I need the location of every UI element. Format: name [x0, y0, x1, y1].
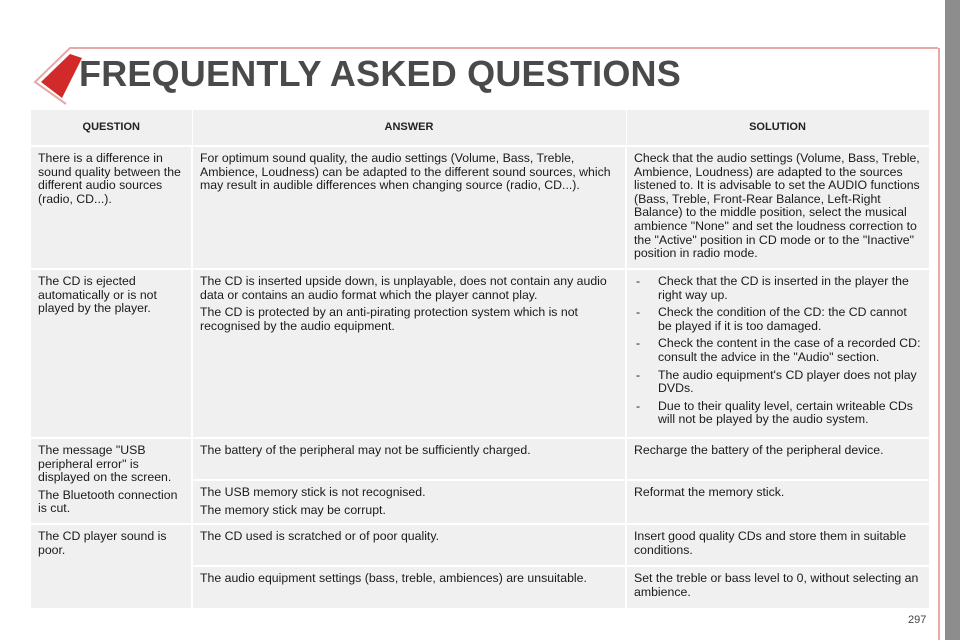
solution-text: Reformat the memory stick. [634, 484, 785, 499]
solution-item: - The audio equipment's CD player does not play DVDs. [634, 369, 922, 396]
page-title: FREQUENTLY ASKED QUESTIONS [79, 53, 681, 94]
solution-text: Insert good quality CDs and store them in suitable conditions. [634, 529, 907, 557]
question-text: The Bluetooth connection is cut. [38, 487, 178, 516]
solution-text: Recharge the battery of the peripheral device. [634, 442, 884, 457]
answer-cell [192, 146, 626, 269]
page-number: 297 [908, 614, 927, 626]
answer-text: The CD is protected by an anti-pirating protection system which is not recognised by the audio equipment. [200, 305, 578, 333]
solution-cell [626, 480, 929, 524]
solution-cell [626, 269, 929, 438]
table-row [31, 524, 929, 566]
answer-cell [192, 269, 626, 438]
question-cell [31, 269, 192, 438]
solution-item: - Check the condition of the CD: the CD cannot be played if it is too damaged. [634, 306, 922, 333]
column-header-solution: SOLUTION [626, 110, 929, 146]
solution-item: - Check that the CD is inserted in the player the right way up. [634, 275, 922, 302]
table-header-row [31, 110, 929, 146]
faq-table [31, 110, 930, 608]
solution-list [634, 275, 922, 427]
solution-text: Check that the audio settings (Volume, Bass, Treble, Ambience, Loudness) are adapted to the sources listened to. It is advisable to set the AUDIO functions (Bass, Treble, Front-Rear Balance, Left-Right Balance) to the middle position, select the musical ambience "None" and set the loudness correction to the "Active" position in CD mode or to the "Inactive" position in radio mode. [634, 151, 920, 261]
column-header-question: QUESTION [31, 110, 192, 146]
table-row [31, 438, 929, 480]
solution-text: Set the treble or bass level to 0, without selecting an ambience. [634, 571, 919, 599]
solution-cell [626, 438, 929, 480]
answer-cell [192, 566, 626, 608]
question-text: There is a difference in sound quality between the different audio sources (radio, CD...). [38, 151, 181, 206]
question-text: The CD player sound is poor. [38, 529, 167, 557]
answer-text: The memory stick may be corrupt. [200, 502, 386, 517]
solution-item: - Check the content in the case of a recorded CD: consult the advice in the "Audio" section. [634, 337, 922, 364]
answer-text: The USB memory stick is not recognised. [200, 484, 426, 499]
answer-cell [192, 524, 626, 566]
question-cell [31, 438, 192, 524]
page-edge-tab [945, 0, 960, 640]
question-cell [31, 146, 192, 269]
answer-text: For optimum sound quality, the audio settings (Volume, Bass, Treble, Ambience, Loudness) can be adapted to the different sound sources, which may result in audible differences when changing source (radio, CD...). [200, 151, 611, 193]
table-row [31, 146, 929, 269]
solution-cell [626, 524, 929, 566]
answer-cell [192, 438, 626, 480]
solution-cell [626, 566, 929, 608]
question-cell [31, 524, 192, 608]
column-header-answer: ANSWER [192, 110, 626, 146]
question-text: The CD is ejected automatically or is not played by the player. [38, 274, 157, 316]
answer-cell [192, 480, 626, 524]
answer-text: The CD used is scratched or of poor quality. [200, 529, 439, 544]
answer-text: The battery of the peripheral may not be sufficiently charged. [200, 442, 531, 457]
answer-text: The audio equipment settings (bass, treble, ambiences) are unsuitable. [200, 571, 587, 586]
solution-cell [626, 146, 929, 269]
table-row [31, 269, 929, 438]
page-edge-line [938, 48, 940, 640]
answer-text: The CD is inserted upside down, is unplayable, does not contain any audio data or contains an audio format which the player cannot play. [200, 274, 607, 302]
solution-item: - Due to their quality level, certain writeable CDs will not be played by the audio system. [634, 400, 922, 427]
question-text: The message "USB peripheral error" is displayed on the screen. [38, 442, 172, 485]
